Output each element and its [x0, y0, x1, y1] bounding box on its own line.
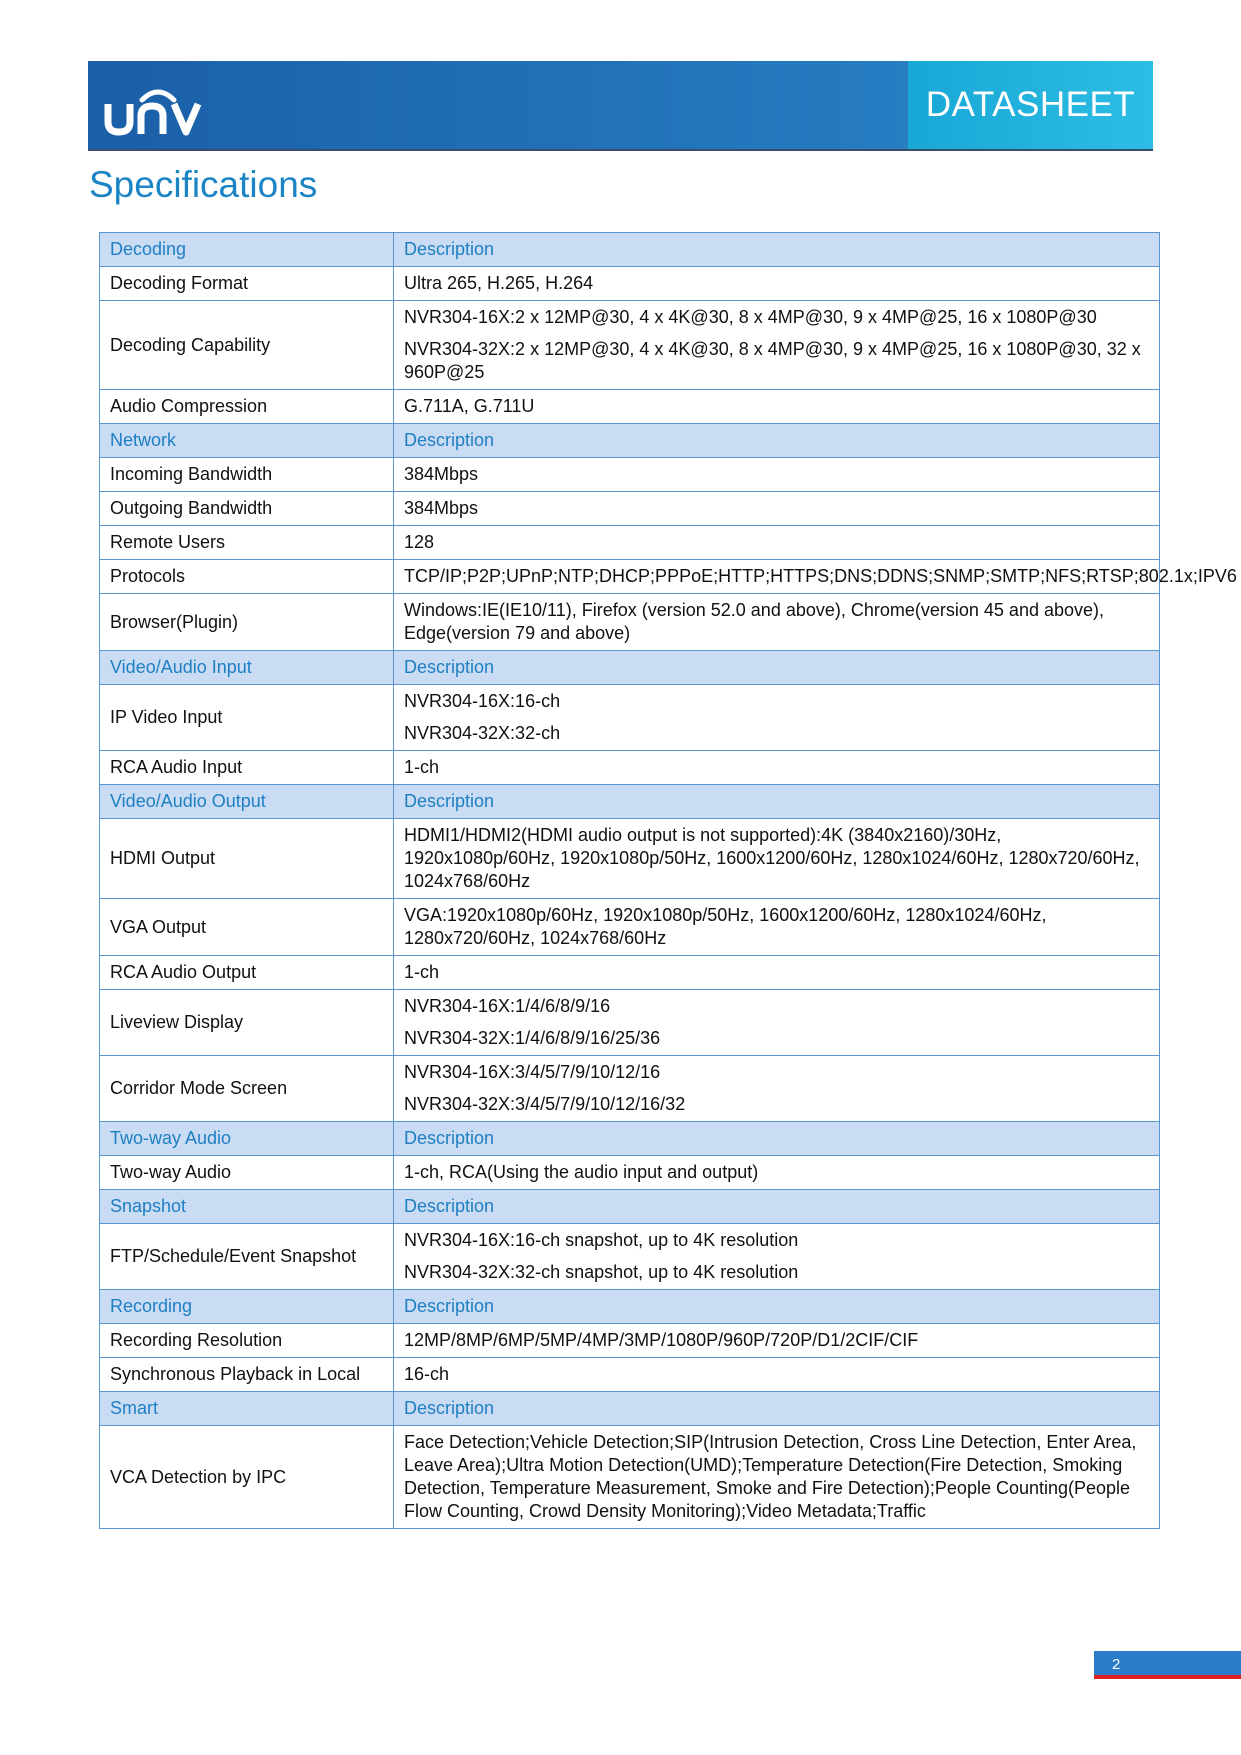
spec-value-cell: [394, 267, 1160, 301]
spec-value-cell: [394, 1426, 1160, 1529]
section-title: Decoding: [100, 233, 394, 267]
spec-label: Two-way Audio: [100, 1156, 394, 1190]
spec-label: Audio Compression: [100, 390, 394, 424]
specifications-table: [99, 232, 1237, 1529]
spec-value: Ultra 265, H.265, H.264: [404, 273, 594, 293]
spec-value-cell: [394, 1056, 1160, 1122]
spec-value-cell: [394, 1358, 1160, 1392]
spec-label: Synchronous Playback in Local: [100, 1358, 394, 1392]
page-title: Specifications: [89, 164, 318, 205]
spec-row: [100, 751, 1160, 785]
spec-value-cell: [394, 899, 1160, 956]
spec-value-cell: [394, 594, 1160, 651]
section-description-header: Description: [394, 233, 1160, 267]
spec-row: [100, 1224, 1160, 1290]
section-title: Snapshot: [100, 1190, 394, 1224]
spec-row: [100, 1156, 1160, 1190]
section-header-row: [100, 1392, 1160, 1426]
datasheet-badge: DATASHEET: [908, 61, 1153, 149]
spec-value-cell: [394, 990, 1160, 1056]
section-description-header: Description: [394, 1122, 1160, 1156]
spec-value-cell: [394, 1324, 1160, 1358]
spec-row: [100, 492, 1160, 526]
spec-label: RCA Audio Input: [100, 751, 394, 785]
spec-row: [100, 560, 1160, 594]
spec-row: [100, 1358, 1160, 1392]
spec-value: 12MP/8MP/6MP/5MP/4MP/3MP/1080P/960P/720P/D1/2CIF/CIF: [404, 1330, 919, 1350]
section-header-row: [100, 233, 1160, 267]
spec-value-cell: [394, 301, 1160, 390]
spec-label: Incoming Bandwidth: [100, 458, 394, 492]
spec-value-cell: [394, 956, 1160, 990]
spec-label: Browser(Plugin): [100, 594, 394, 651]
spec-value-cell: [394, 492, 1160, 526]
spec-value-cell: [394, 685, 1160, 751]
spec-row: [100, 1324, 1160, 1358]
spec-value-cell: [394, 560, 1237, 594]
section-description-header: Description: [394, 651, 1160, 685]
spec-value-cell: [394, 819, 1160, 899]
spec-row: [100, 1056, 1160, 1122]
spec-row: [100, 990, 1160, 1056]
section-header-row: [100, 424, 1160, 458]
spec-value: 128: [404, 532, 435, 552]
page-number: 2: [1094, 1651, 1241, 1679]
spec-value: NVR304-16X:2 x 12MP@30, 4 x 4K@30, 8 x 4MP@30, 9 x 4MP@25, 16 x 1080P@30: [404, 307, 1097, 327]
spec-label: FTP/Schedule/Event Snapshot: [100, 1224, 394, 1290]
spec-value: 16-ch: [404, 1364, 450, 1384]
spec-row: [100, 956, 1160, 990]
section-header-row: [100, 1290, 1160, 1324]
spec-value: VGA:1920x1080p/60Hz, 1920x1080p/50Hz, 1600x1200/60Hz, 1280x1024/60Hz, 1280x720/60Hz, 1024x768/60Hz: [404, 905, 1047, 948]
spec-value: TCP/IP;P2P;UPnP;NTP;DHCP;PPPoE;HTTP;HTTPS;DNS;DDNS;SNMP;SMTP;NFS;RTSP;802.1x;IPV6: [404, 566, 1237, 586]
spec-value-cell: [394, 458, 1160, 492]
section-title: Recording: [100, 1290, 394, 1324]
section-header-row: [100, 1122, 1160, 1156]
spec-row: [100, 1426, 1160, 1529]
spec-label: VCA Detection by IPC: [100, 1426, 394, 1529]
section-title: Video/Audio Output: [100, 785, 394, 819]
spec-row: [100, 390, 1160, 424]
spec-label: Decoding Capability: [100, 301, 394, 390]
spec-value: NVR304-16X:16-ch: [404, 691, 561, 711]
section-title: Two-way Audio: [100, 1122, 394, 1156]
spec-value: 1-ch: [404, 757, 440, 777]
section-title: Network: [100, 424, 394, 458]
spec-label: Corridor Mode Screen: [100, 1056, 394, 1122]
spec-value-cell: [394, 526, 1160, 560]
spec-row: [100, 819, 1160, 899]
section-header-row: [100, 785, 1160, 819]
section-description-header: Description: [394, 785, 1160, 819]
section-title: Video/Audio Input: [100, 651, 394, 685]
spec-value-cell: [394, 390, 1160, 424]
section-description-header: Description: [394, 1190, 1160, 1224]
spec-value: NVR304-16X:16-ch snapshot, up to 4K resolution: [404, 1230, 799, 1250]
spec-label: Outgoing Bandwidth: [100, 492, 394, 526]
spec-value: NVR304-32X:3/4/5/7/9/10/12/16/32: [404, 1094, 686, 1114]
section-description-header: Description: [394, 424, 1160, 458]
unv-logo: [104, 80, 214, 140]
spec-row: [100, 301, 1160, 390]
spec-row: [100, 685, 1160, 751]
spec-value: 384Mbps: [404, 498, 479, 518]
spec-value: Windows:IE(IE10/11), Firefox (version 52.0 and above), Chrome(version 45 and above), Edge(version 79 and above): [404, 600, 1105, 643]
spec-row: [100, 267, 1160, 301]
spec-row: [100, 899, 1160, 956]
spec-label: Recording Resolution: [100, 1324, 394, 1358]
spec-value: NVR304-16X:1/4/6/8/9/16: [404, 996, 611, 1016]
spec-value: NVR304-32X:32-ch: [404, 723, 561, 743]
section-header-row: [100, 651, 1160, 685]
spec-label: Remote Users: [100, 526, 394, 560]
spec-value: G.711A, G.711U: [404, 396, 535, 416]
spec-label: Protocols: [100, 560, 394, 594]
spec-row: [100, 526, 1160, 560]
spec-value-cell: [394, 1156, 1160, 1190]
spec-label: VGA Output: [100, 899, 394, 956]
spec-value: 384Mbps: [404, 464, 479, 484]
section-description-header: Description: [394, 1290, 1160, 1324]
spec-label: IP Video Input: [100, 685, 394, 751]
spec-value: NVR304-32X:1/4/6/8/9/16/25/36: [404, 1028, 661, 1048]
spec-label: Liveview Display: [100, 990, 394, 1056]
spec-label: RCA Audio Output: [100, 956, 394, 990]
spec-value: Face Detection;Vehicle Detection;SIP(Intrusion Detection, Cross Line Detection, Enter Area, Leave Area);Ultra Motion Detection(UMD);Temperature Detection(Fire Detection, Smoking Detection, Temperature Measurement, Smoke and Fire Detection);People Counting(People Flow Counting, Crowd Density Monitoring);Video Metadata;Traffic: [404, 1432, 1137, 1521]
spec-value: NVR304-32X:2 x 12MP@30, 4 x 4K@30, 8 x 4MP@30, 9 x 4MP@25, 16 x 1080P@30, 32 x 960P@25: [404, 339, 1141, 382]
spec-row: [100, 458, 1160, 492]
spec-value-cell: [394, 751, 1160, 785]
spec-label: HDMI Output: [100, 819, 394, 899]
spec-value: HDMI1/HDMI2(HDMI audio output is not supported):4K (3840x2160)/30Hz, 1920x1080p/60Hz, 1920x1080p/50Hz, 1600x1200/60Hz, 1280x1024/60Hz, 1280x720/60Hz, 1024x768/60Hz: [404, 825, 1140, 891]
spec-value: NVR304-32X:32-ch snapshot, up to 4K resolution: [404, 1262, 799, 1282]
spec-value-cell: [394, 1224, 1160, 1290]
spec-value: NVR304-16X:3/4/5/7/9/10/12/16: [404, 1062, 661, 1082]
section-description-header: Description: [394, 1392, 1160, 1426]
spec-label: Decoding Format: [100, 267, 394, 301]
spec-value: 1-ch, RCA(Using the audio input and output): [404, 1162, 759, 1182]
section-header-row: [100, 1190, 1160, 1224]
spec-value: 1-ch: [404, 962, 440, 982]
section-title: Smart: [100, 1392, 394, 1426]
header-rule: [88, 149, 1153, 151]
spec-row: [100, 594, 1160, 651]
